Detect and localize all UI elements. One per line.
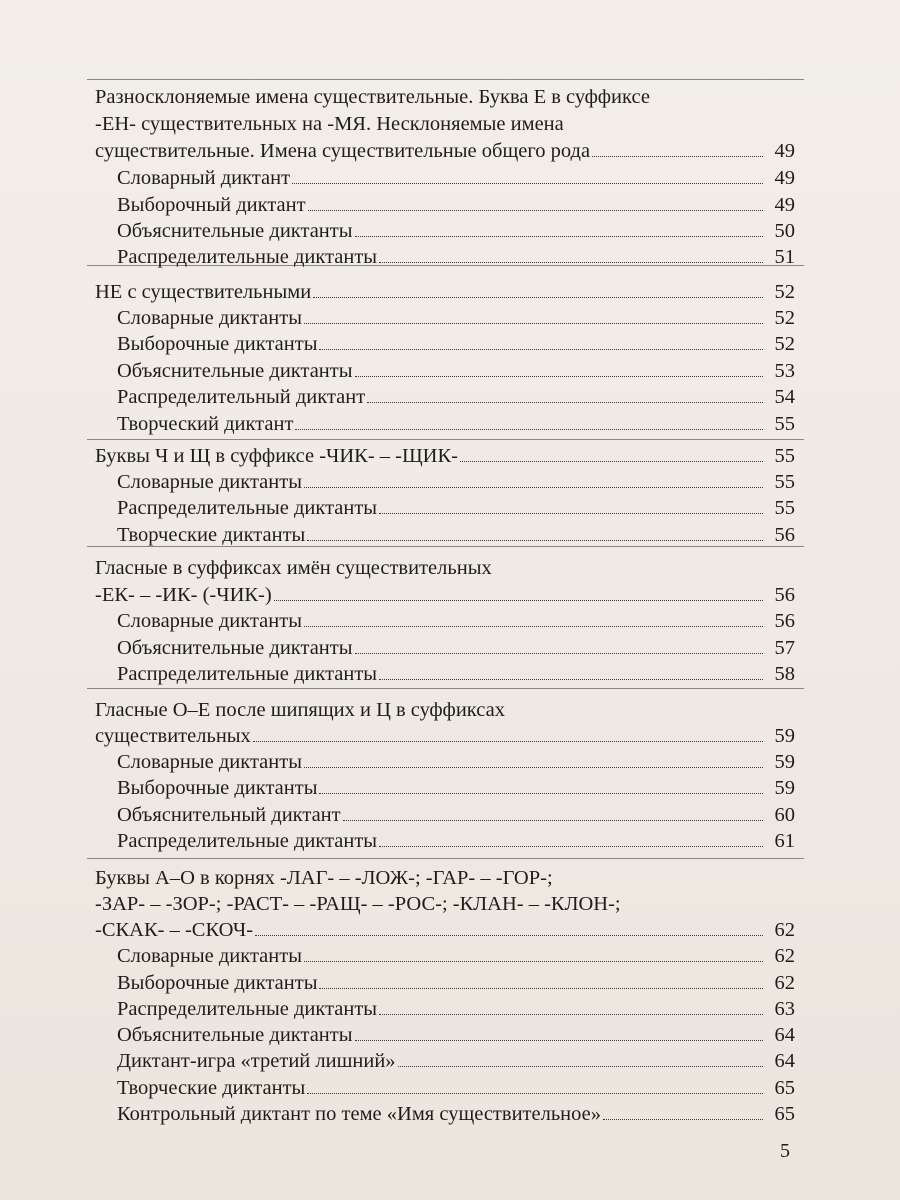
dot-leader: [355, 653, 764, 654]
toc-subentry: [117, 749, 795, 775]
toc-entry: [95, 443, 795, 469]
dot-leader: [307, 1093, 763, 1094]
toc-subentry: [117, 802, 795, 828]
toc-page-number: 65: [774, 1103, 795, 1125]
toc-subentry: [117, 775, 795, 801]
top-rule: [87, 79, 804, 80]
toc-entry-title: Объяснительные диктанты: [117, 360, 353, 382]
toc-page-number: 56: [774, 610, 795, 632]
dot-leader: [295, 429, 763, 430]
toc-page-number: 61: [774, 830, 795, 852]
toc-entry-title: Распределительный диктант: [117, 386, 366, 408]
dot-leader: [304, 487, 763, 488]
toc-subentry: [117, 970, 795, 996]
toc-page-number: 52: [774, 307, 795, 329]
toc-heading: -ЗАР- – -ЗОР-; -РАСТ- – -РАЩ- – -РОС-; -КЛАН- – -КЛОН-;: [95, 893, 621, 915]
toc-entry-title: Словарные диктанты: [117, 307, 302, 329]
toc-entry-title: Творческие диктанты: [117, 524, 306, 546]
toc-entry-title: Объяснительные диктанты: [117, 637, 353, 659]
toc-entry-title: Словарные диктанты: [117, 471, 302, 493]
toc-page-number: 55: [774, 471, 795, 493]
dot-leader: [460, 461, 763, 462]
dot-leader: [319, 988, 763, 989]
toc-entry-title: существительных: [95, 725, 251, 747]
toc-page-number: 50: [774, 220, 795, 242]
toc-page-number: 53: [774, 360, 795, 382]
toc-entry-title: Распределительные диктанты: [117, 830, 378, 852]
toc-heading: Разносклоняемые имена существительные. Буква Е в суффиксе: [95, 86, 650, 108]
toc-entry-title: Словарные диктанты: [117, 610, 302, 632]
dot-leader: [603, 1119, 763, 1120]
toc-heading: Буквы А–О в корнях -ЛАГ- – -ЛОЖ-; -ГАР- – -ГОР-;: [95, 867, 553, 889]
toc-subentry: [117, 384, 795, 410]
toc-subentry: [117, 469, 795, 495]
toc-page-number: 49: [774, 140, 795, 162]
toc-subentry: [117, 218, 795, 244]
toc-heading: -ЕН- существительных на -МЯ. Несклоняемые имена: [95, 113, 564, 135]
toc-page-number: 52: [774, 333, 795, 355]
toc-subentry: [117, 661, 795, 687]
toc-entry-title: Выборочные диктанты: [117, 777, 318, 799]
toc-entry: [95, 582, 795, 608]
dot-leader: [355, 236, 764, 237]
toc-subentry: [117, 305, 795, 331]
toc-subentry: [117, 244, 795, 270]
dot-leader: [304, 961, 763, 962]
toc-page-number: 49: [774, 167, 795, 189]
toc-entry-title: Словарные диктанты: [117, 945, 302, 967]
dot-leader: [253, 741, 763, 742]
toc-page-number: 59: [774, 725, 795, 747]
dot-leader: [274, 600, 763, 601]
toc-subentry: [117, 331, 795, 357]
toc-subentry: [117, 192, 795, 218]
page-number: 5: [780, 1140, 790, 1162]
toc-entry-title: -ЕК- – -ИК- (-ЧИК-): [95, 584, 272, 606]
toc-entry-title: Объяснительные диктанты: [117, 220, 353, 242]
toc-subentry: [117, 1022, 795, 1048]
toc-entry-title: Распределительные диктанты: [117, 663, 378, 685]
toc-entry: [95, 917, 795, 943]
dot-leader: [379, 679, 763, 680]
toc-entry-title: Словарный диктант: [117, 167, 291, 189]
dot-leader: [592, 156, 763, 157]
toc-entry-title: Распределительные диктанты: [117, 497, 378, 519]
toc-subentry: [117, 411, 795, 437]
dot-leader: [379, 262, 763, 263]
toc-entry-title: Творческие диктанты: [117, 1077, 306, 1099]
toc-page-number: 49: [774, 194, 795, 216]
toc-page-number: 64: [774, 1024, 795, 1046]
toc-entry-title: существительные. Имена существительные общего рода: [95, 140, 591, 162]
section-divider: [87, 439, 804, 440]
toc-entry-title: Диктант-игра «третий лишний»: [117, 1050, 396, 1072]
toc-page-number: 62: [774, 972, 795, 994]
toc-subentry: [117, 996, 795, 1022]
toc-page-number: 56: [774, 524, 795, 546]
section-divider: [87, 858, 804, 859]
dot-leader: [255, 935, 763, 936]
toc-heading: Гласные О–Е после шипящих и Ц в суффиксах: [95, 699, 505, 721]
toc-subentry: [117, 358, 795, 384]
toc-page-number: 55: [774, 413, 795, 435]
toc-subentry: [117, 1048, 795, 1074]
toc-subentry: [117, 495, 795, 521]
toc-heading: Гласные в суффиксах имён существительных: [95, 557, 492, 579]
dot-leader: [313, 297, 763, 298]
toc-entry: [95, 723, 795, 749]
toc-page-number: 62: [774, 919, 795, 941]
dot-leader: [304, 767, 763, 768]
section-divider: [87, 688, 804, 689]
toc-subentry: [117, 1075, 795, 1101]
toc-entry: [95, 138, 795, 164]
dot-leader: [355, 1040, 764, 1041]
toc-entry-title: Контрольный диктант по теме «Имя существительное»: [117, 1103, 602, 1125]
toc-subentry: [117, 1101, 795, 1127]
dot-leader: [292, 183, 763, 184]
toc-page-number: 55: [774, 445, 795, 467]
toc-subentry: [117, 828, 795, 854]
toc-entry-title: Распределительные диктанты: [117, 246, 378, 268]
toc-page-number: 64: [774, 1050, 795, 1072]
toc-entry: [95, 279, 795, 305]
dot-leader: [319, 349, 763, 350]
dot-leader: [304, 626, 763, 627]
dot-leader: [308, 210, 763, 211]
toc-page-number: 63: [774, 998, 795, 1020]
toc-entry-title: Распределительные диктанты: [117, 998, 378, 1020]
toc-entry-title: Творческий диктант: [117, 413, 294, 435]
toc-entry-title: Буквы Ч и Щ в суффиксе -ЧИК- – -ЩИК-: [95, 445, 458, 467]
toc-page-number: 59: [774, 777, 795, 799]
toc-subentry: [117, 608, 795, 634]
dot-leader: [367, 402, 763, 403]
toc-page-number: 57: [774, 637, 795, 659]
toc-subentry: [117, 943, 795, 969]
toc-entry-title: Объяснительные диктанты: [117, 1024, 353, 1046]
toc-entry-title: Выборочные диктанты: [117, 333, 318, 355]
toc-page-number: 58: [774, 663, 795, 685]
dot-leader: [319, 793, 763, 794]
dot-leader: [307, 540, 763, 541]
toc-page-number: 60: [774, 804, 795, 826]
toc-entry-title: Словарные диктанты: [117, 751, 302, 773]
dot-leader: [343, 820, 763, 821]
toc-page-number: 55: [774, 497, 795, 519]
toc-page-number: 62: [774, 945, 795, 967]
toc-entry-title: Выборочный диктант: [117, 194, 306, 216]
toc-page-number: 52: [774, 281, 795, 303]
toc-subentry: [117, 522, 795, 548]
dot-leader: [304, 323, 763, 324]
toc-entry-title: -СКАК- – -СКОЧ-: [95, 919, 254, 941]
toc-subentry: [117, 635, 795, 661]
toc-page-number: 59: [774, 751, 795, 773]
dot-leader: [379, 1014, 763, 1015]
dot-leader: [379, 513, 763, 514]
toc-page-number: 56: [774, 584, 795, 606]
dot-leader: [379, 846, 763, 847]
toc-page-number: 65: [774, 1077, 795, 1099]
toc-entry-title: Выборочные диктанты: [117, 972, 318, 994]
dot-leader: [355, 376, 764, 377]
toc-subentry: [117, 165, 795, 191]
toc-page-number: 54: [774, 386, 795, 408]
dot-leader: [398, 1066, 763, 1067]
toc-page-number: 51: [774, 246, 795, 268]
toc-entry-title: НЕ с существительными: [95, 281, 312, 303]
toc-entry-title: Объяснительный диктант: [117, 804, 341, 826]
